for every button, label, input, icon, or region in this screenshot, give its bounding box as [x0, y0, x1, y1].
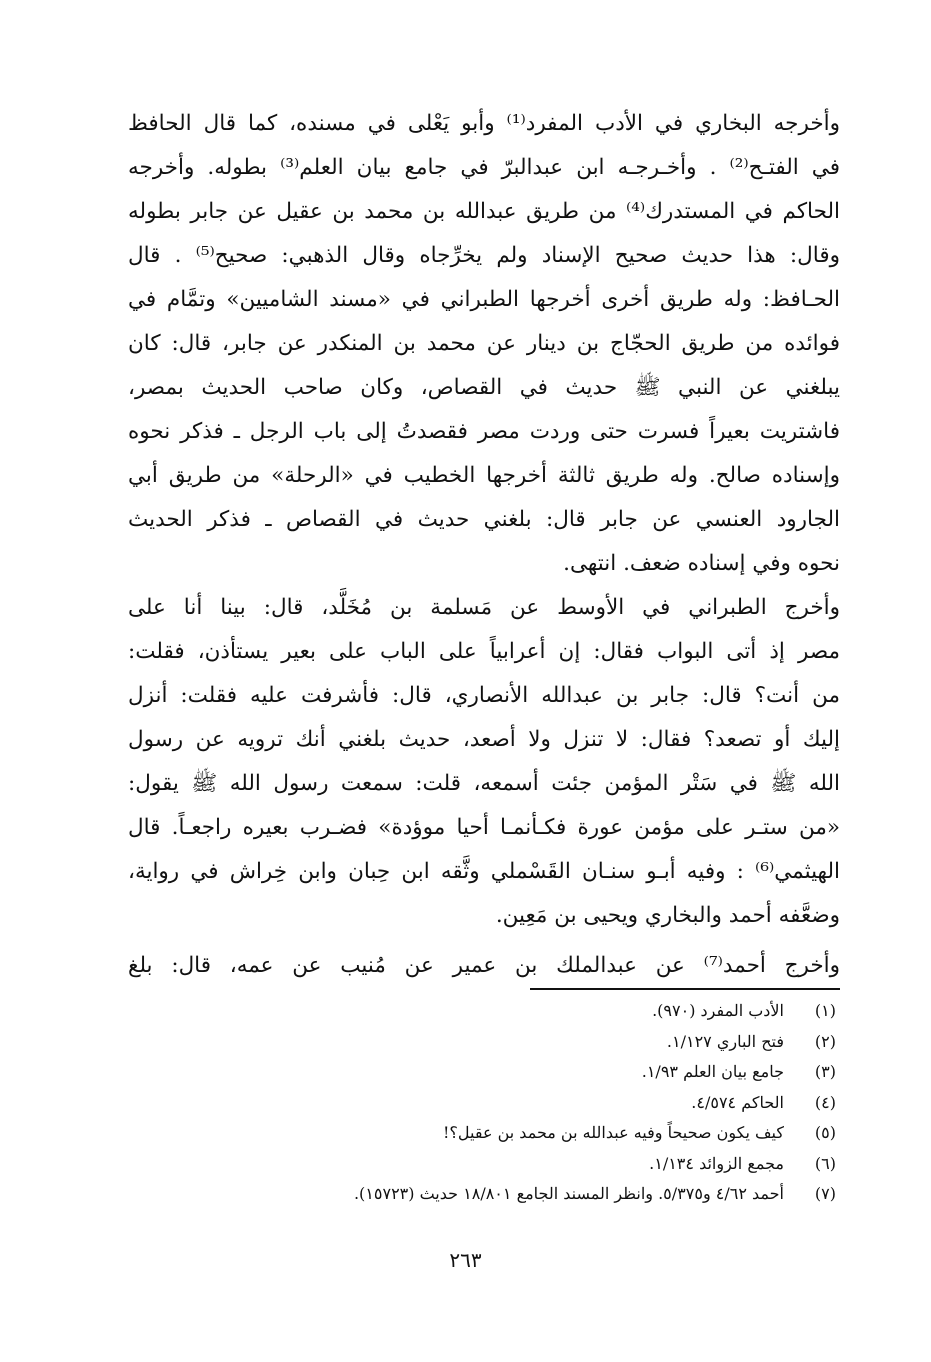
footnote-number: (٤)	[814, 1092, 836, 1112]
text-line: وقال: هذا حديث صحيح الإسناد ولم يخرِّجاه وقال الذهبي: صحيح⁽⁵⁾ . قال	[128, 243, 840, 268]
footnote-text: فتح الباري ١/١٢٧.	[666, 1031, 784, 1051]
footnote-number: (١)	[814, 1001, 836, 1020]
footnote-number: (٦)	[814, 1153, 836, 1173]
text-line: الحـافظ: وله طريق أخرى أخرجها الطبراني في «مسند الشاميين» وتمَّام في	[128, 287, 840, 312]
text-line: وإسناده صالح. وله طريق ثالثة أخرجها الخطيب في «الرحلة» من طريق أبي	[128, 463, 840, 488]
footnote-text: مجمع الزوائد ١/١٣٤.	[649, 1153, 784, 1173]
text-line: وأخرج أحمد⁽⁷⁾ عن عبدالملك بن عمير عن مُنيب عن عمه، قال: بلغ	[128, 953, 840, 978]
footnote-item	[140, 1027, 840, 1058]
text-line: نحوه وفي إسناده ضعف. انتهى.	[563, 551, 840, 576]
footnotes	[140, 996, 840, 1210]
footnote-text: الأدب المفرد (٩٧٠).	[652, 1001, 784, 1020]
footnote-separator	[530, 988, 840, 990]
footnote-text: الحاكم ٤/٥٧٤.	[691, 1092, 784, 1112]
text-line: يبلغني عن النبي ﷺ حديث في القصاص، وكان صاحب الحديث بمصر،	[128, 375, 840, 400]
text-line: فاشتريت بعيراً فسرت حتى وردت مصر فقصدتُ إلى باب الرجل ـ فذكر نحوه	[128, 419, 840, 444]
text-line: وضعَّفه أحمد والبخاري ويحيى بن مَعِين.	[495, 903, 840, 928]
footnote-number: (٣)	[814, 1062, 836, 1081]
footnote-number: (٢)	[814, 1031, 836, 1051]
footnote-item	[140, 1179, 840, 1210]
text-line: في الفتـح⁽²⁾ . وأخـرجـه ابن عبدالبرّ في جامع بيان العلم⁽³⁾ بطوله. وأخرجه	[128, 155, 840, 180]
text-line: الحاكم في المستدرك⁽⁴⁾ من طريق عبدالله بن محمد بن عقيل عن جابر بطوله	[128, 199, 840, 224]
footnote-number: (٧)	[814, 1184, 836, 1203]
footnote-item	[140, 1118, 840, 1149]
text-line: وأخرجه البخاري في الأدب المفرد⁽¹⁾ وأبو يَعْلى في مسنده، كما قال الحافظ	[128, 111, 840, 136]
footnote-text: جامع بيان العلم ١/٩٣.	[641, 1062, 784, 1081]
text-line: الله ﷺ في سَتْر المؤمن جئت أسمعه، قلت: سمعت رسول الله ﷺ يقول:	[128, 771, 840, 796]
footnote-item	[140, 1057, 840, 1088]
text-line: من أنت؟ قال: جابر بن عبدالله الأنصاري، قال: فأشرفت عليه فقلت: أنزل	[128, 683, 840, 708]
footnote-number: (٥)	[814, 1123, 836, 1142]
text-line: الجارود العنسي عن جابر قال: بلغني حديث في القصاص ـ فذكر الحديث	[128, 507, 840, 532]
footnote-item	[140, 1088, 840, 1119]
page-number: ٢٦٣	[449, 1248, 482, 1272]
text-line: فوائده من طريق الحجّاج بن دينار عن محمد بن المنكدر عن جابر، قال: كان	[128, 331, 840, 356]
footnote-item	[140, 1149, 840, 1180]
footnote-text: كيف يكون صحيحاً وفيه عبدالله بن محمد بن عقيل؟!	[442, 1123, 784, 1142]
text-line: مصر إذ أتى البواب فقال: إن أعرابياً على الباب على بعير يستأذن، فقلت:	[128, 639, 840, 664]
footnote-item	[140, 996, 840, 1027]
text-line: إليك أو تصعد؟ فقال: لا تنزل ولا أصعد، حديث بلغني أنك ترويه عن رسول	[128, 727, 840, 752]
text-line: وأخرج الطبراني في الأوسط عن مَسلمة بن مُخَلَّد، قال: بينا أنا على	[128, 595, 840, 620]
text-line: «من ستـر على مؤمن عورة فكـأنمـا أحيا موؤدة» فضـرب بعيره راجعـاً. قال	[128, 815, 840, 840]
footnote-text: أحمد ٤/٦٢ و٥/٣٧٥. وانظر المسند الجامع ١٨/٨٠١ حديث (١٥٧٢٣).	[353, 1184, 784, 1203]
text-line: الهيثمي⁽⁶⁾ : وفيه أبـو سنـان القَسْملي وثَّقه ابن حِبان وابن خِراش في رواية،	[128, 859, 840, 884]
main-text	[128, 102, 840, 988]
